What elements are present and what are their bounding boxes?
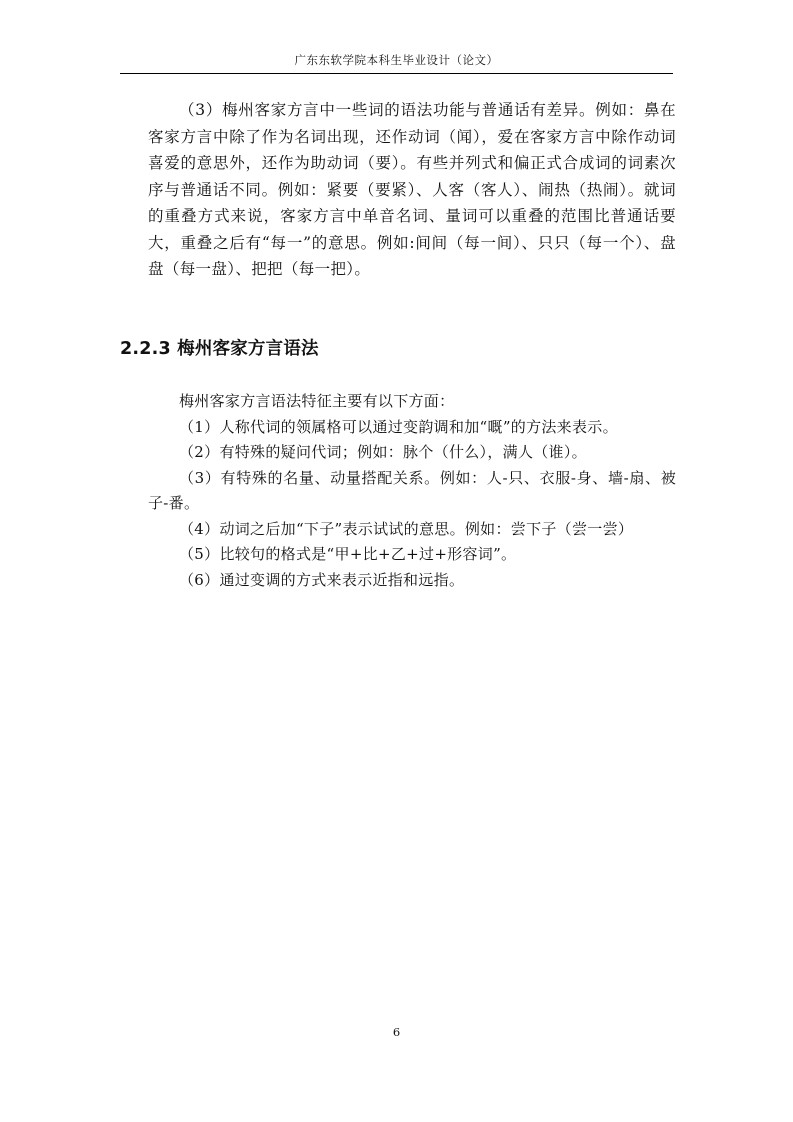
list-intro: 梅州客家方言语法特征主要有以下方面：: [179, 392, 455, 410]
page-number: 6: [392, 1025, 401, 1039]
list-item: （3）有特殊的名量、动量搭配关系。例如：人-只、衣服-身、墙-扇、被子-番。: [148, 468, 676, 512]
section-heading: 2.2.3 梅州客家方言语法: [120, 339, 319, 359]
page-header: 广东东软学院本科生毕业设计（论文）: [294, 53, 499, 67]
list-item: （4）动词之后加“下子”表示试试的意思。例如：尝下子（尝一尝）: [179, 519, 634, 538]
list-item: （5）比较句的格式是“甲+比+乙+过+形容词”。: [179, 545, 517, 563]
list-item: （1）人称代词的领属格可以通过变韵调和加“嘅”的方法来表示。: [179, 417, 618, 436]
body-paragraph-3: （3）梅州客家方言中一些词的语法功能与普通话有差异。例如：鼻在客家方言中除了作为名词出现，还作动词（闻），爱在客家方言中除作动词喜爱的意思外，还作为助动词（要）。有些并列式和偏正式合成词的词素次序与普通话不同。例如：紧要（要紧）、人客（客人）、闹热（热闹）。就词的重叠方式来说，客家方言中单音名词、量词可以重叠的范围比普通话要大，重叠之后有“每一”的意思。例如:间间（每一间）、只只（每一个）、盘盘（每一盘）、把把（每一把）。: [148, 101, 676, 278]
header-divider: [120, 73, 673, 74]
list-item: （2）有特殊的疑问代词；例如：脉个（什么），满人（谁）。: [179, 443, 587, 461]
grammar-features-list: [148, 389, 676, 593]
list-item: （6）通过变调的方式来表示近指和远指。: [179, 570, 465, 589]
